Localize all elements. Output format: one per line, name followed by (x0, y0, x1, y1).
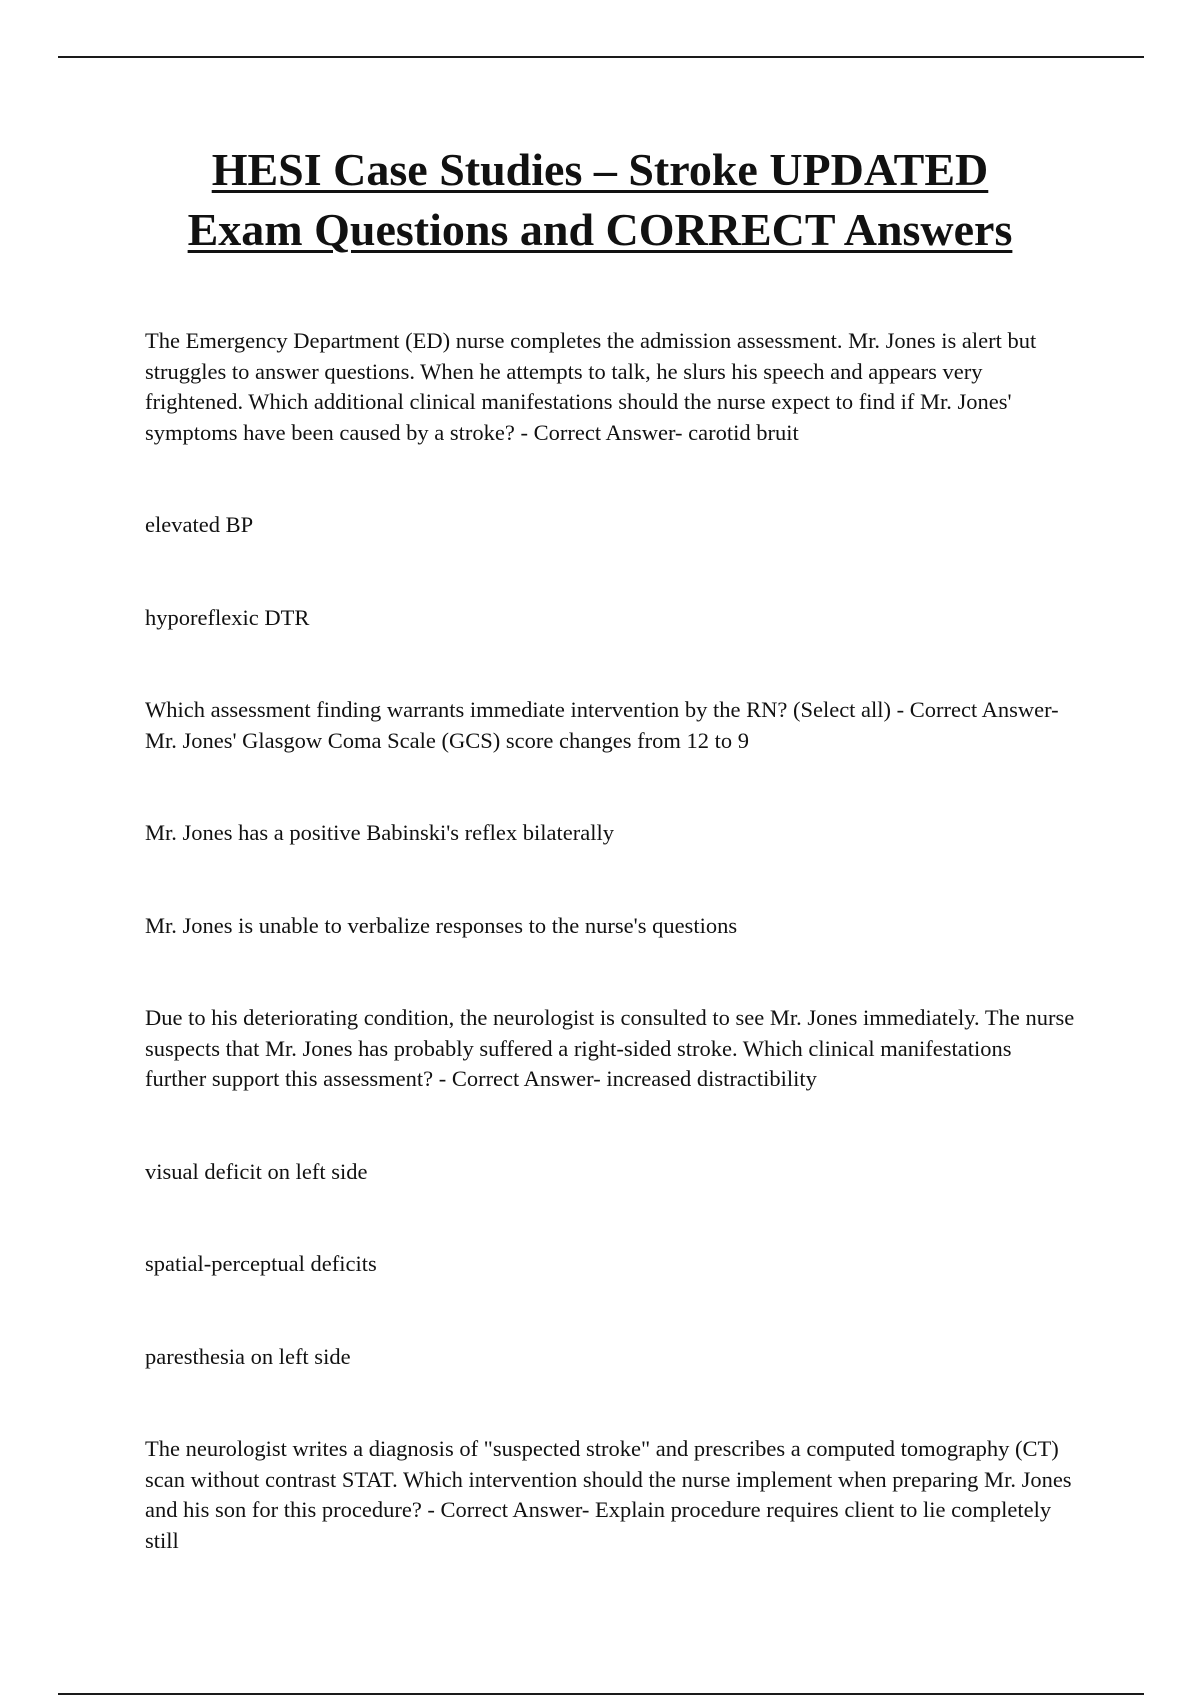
question-ct-scan: The neurologist writes a diagnosis of "suspected stroke" and prescribes a computed tomography (CT) scan without contrast STAT. Which intervention should the nurse implement when preparing Mr. Jones and his son for this procedure? - Correct Answer- Explain procedure requires client to lie completely still (145, 1436, 1072, 1553)
answer-item: paresthesia on left side (145, 1343, 351, 1369)
title-line-1: HESI Case Studies – Stroke UPDATED (211, 144, 989, 195)
question-right-sided-stroke: Due to his deteriorating condition, the neurologist is consulted to see Mr. Jones immediately. The nurse suspects that Mr. Jones has probably suffered a right-sided stroke. Which clinical manifestations further support this assessment? - Correct Answer- increased distractibility (145, 1005, 1075, 1091)
answer-item: Mr. Jones is unable to verbalize responses to the nurse's questions (145, 912, 738, 938)
answer-item: elevated BP (145, 512, 254, 537)
top-rule (58, 56, 1144, 58)
question-immediate-intervention: Which assessment finding warrants immediate intervention by the RN? (Select all) - Correct Answer- Mr. Jones' Glasgow Coma Scale (GCS) score changes from 12 to 9 (145, 697, 1059, 753)
answer-item: hyporeflexic DTR (145, 604, 310, 630)
bottom-rule (58, 1693, 1144, 1695)
document-title (60, 140, 1140, 260)
answer-item: visual deficit on left side (145, 1158, 368, 1184)
title-line-2: Exam Questions and CORRECT Answers (187, 204, 1013, 255)
answer-item: Mr. Jones has a positive Babinski's reflex bilaterally (145, 820, 614, 845)
document-body (145, 326, 1075, 1556)
answer-item: spatial-perceptual deficits (145, 1251, 377, 1276)
question-stroke-manifestations: The Emergency Department (ED) nurse completes the admission assessment. Mr. Jones is alert but struggles to answer questions. When he attempts to talk, he slurs his speech and appears very frightened. Which additional clinical manifestations should the nurse expect to find if Mr. Jones' symptoms have been caused by a stroke? - Correct Answer- carotid bruit (145, 328, 1037, 445)
